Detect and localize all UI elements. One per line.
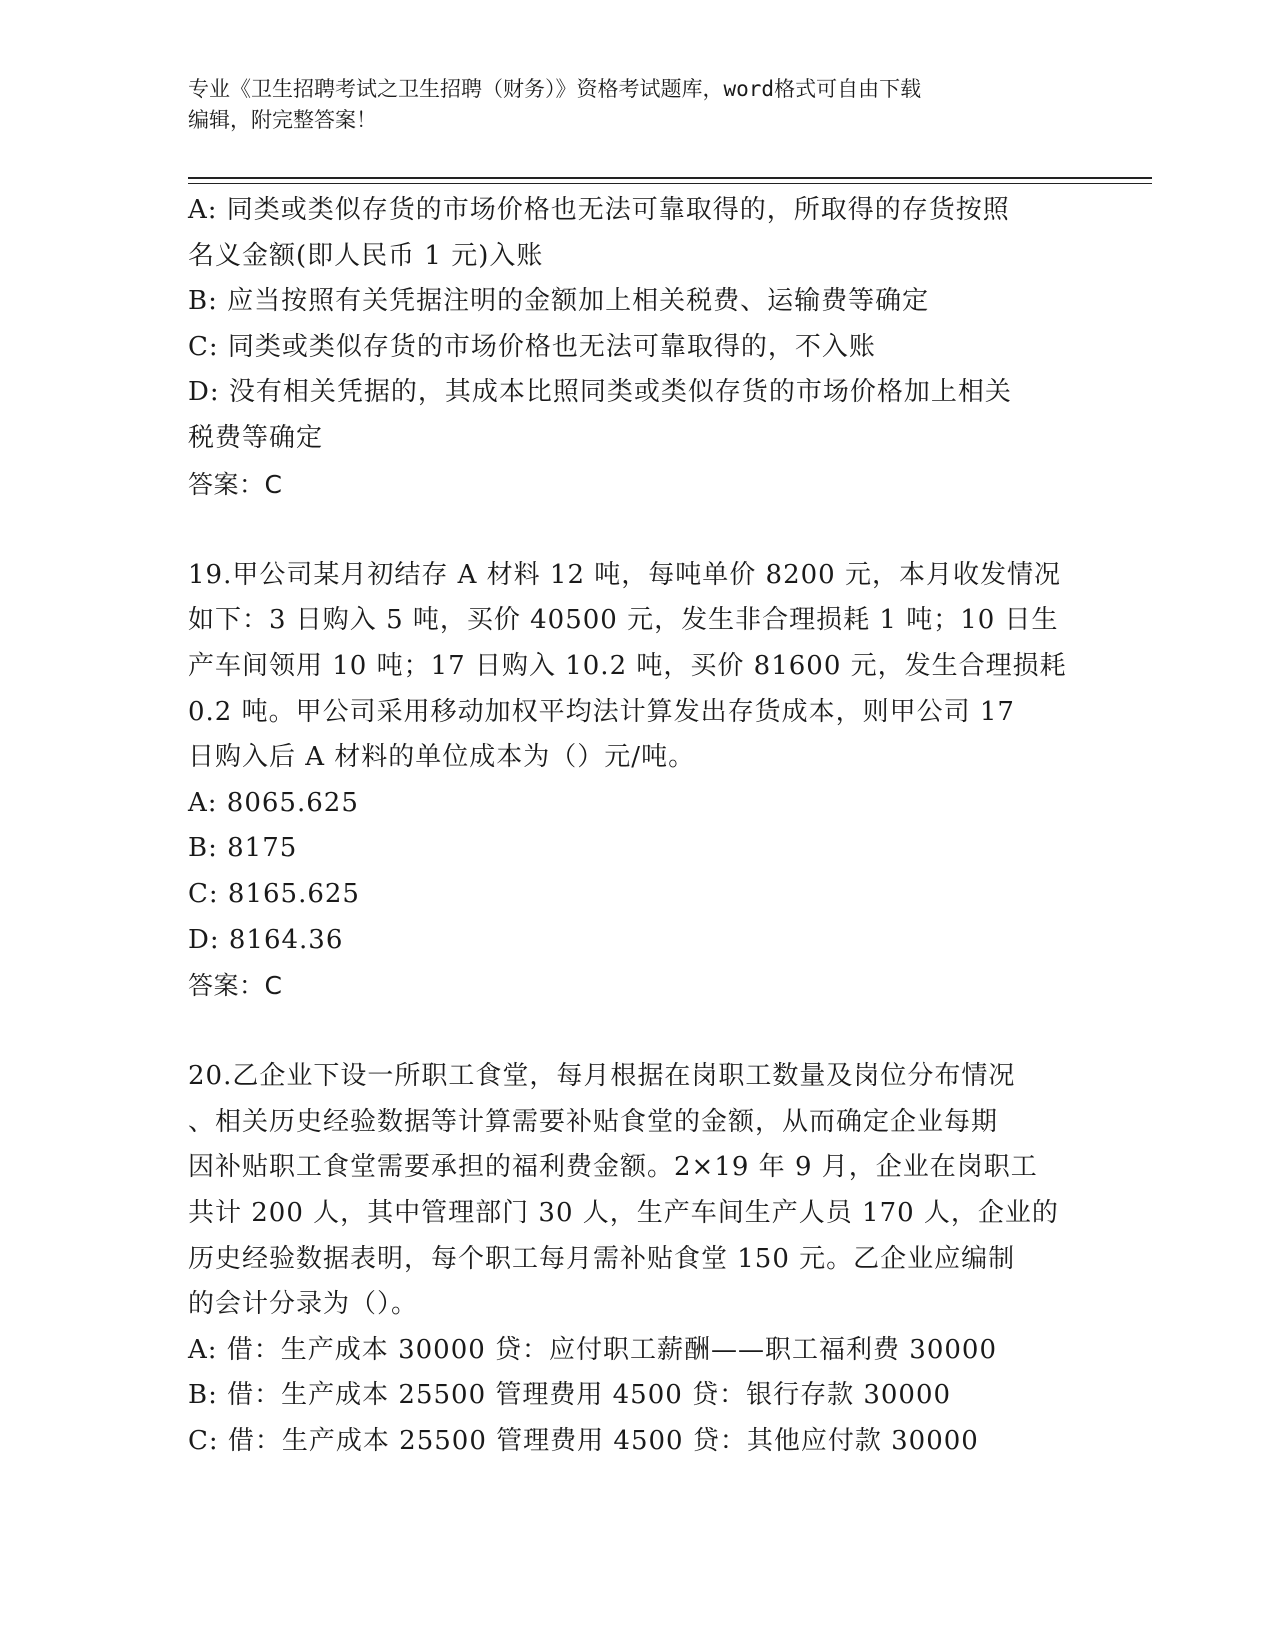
q19-option-d: D: 8164.36	[188, 924, 344, 955]
question-20	[188, 1054, 1088, 1464]
q18-option-b: B: 应当按照有关凭据注明的金额加上相关税费、运输费等确定	[188, 286, 930, 317]
q20-stem-line-6: 的会计分录为（）。	[188, 1289, 419, 1320]
q19-option-b: B: 8175	[188, 833, 298, 864]
q19-stem-line-5: 日购入后 A 材料的单位成本为（）元/吨。	[188, 742, 696, 773]
question-18	[188, 188, 1088, 507]
q20-option-c: C: 借：生产成本 25500 管理费用 4500 贷：其他应付款 30000	[188, 1426, 979, 1457]
q20-stem-line-5: 历史经验数据表明，每个职工每月需补贴食堂 150 元。乙企业应编制	[188, 1243, 1016, 1274]
q18-option-c: C: 同类或类似存货的市场价格也无法可靠取得的，不入账	[188, 331, 876, 362]
header-note	[188, 74, 1088, 136]
q20-stem-line-1: 20.乙企业下设一所职工食堂，每月根据在岗职工数量及岗位分布情况	[188, 1061, 1016, 1092]
q20-option-b: B: 借：生产成本 25500 管理费用 4500 贷：银行存款 30000	[188, 1380, 952, 1411]
q19-option-c: C: 8165.625	[188, 878, 360, 909]
q20-stem-line-4: 共计 200 人，其中管理部门 30 人，生产车间生产人员 170 人，企业的	[188, 1198, 1059, 1229]
q18-option-d-line-1: D: 没有相关凭据的，其成本比照同类或类似存货的市场价格加上相关	[188, 377, 1012, 408]
q19-answer: 答案：C	[188, 971, 283, 1001]
q20-stem-line-3: 因补贴职工食堂需要承担的福利费金额。2×19 年 9 月，企业在岗职工	[188, 1152, 1038, 1183]
header-line-1: 专业《卫生招聘考试之卫生招聘（财务）》资格考试题库，word格式可自由下载	[188, 77, 922, 101]
q18-answer: 答案：C	[188, 469, 283, 499]
q19-stem-line-4: 0.2 吨。甲公司采用移动加权平均法计算发出存货成本，则甲公司 17	[188, 696, 1015, 727]
header-divider-thin	[188, 183, 1152, 184]
q18-option-a-line-2: 名义金额(即人民币 1 元)入账	[188, 240, 544, 271]
q19-stem-line-1: 19.甲公司某月初结存 A 材料 12 吨，每吨单价 8200 元，本月收发情况	[188, 559, 1061, 590]
document-body	[188, 188, 1088, 1465]
q20-stem-line-2: 、相关历史经验数据等计算需要补贴食堂的金额，从而确定企业每期	[188, 1106, 999, 1137]
spacer	[188, 507, 1088, 553]
q18-option-a-line-1: A: 同类或类似存货的市场价格也无法可靠取得的，所取得的存货按照	[188, 195, 1010, 225]
spacer	[188, 1009, 1088, 1055]
q20-option-a: A: 借：生产成本 30000 贷：应付职工薪酬——职工福利费 30000	[188, 1334, 998, 1365]
header-divider-thick	[188, 177, 1152, 179]
q19-option-a: A: 8065.625	[188, 787, 359, 818]
q19-stem-line-2: 如下：3 日购入 5 吨，买价 40500 元，发生非合理损耗 1 吨；10 日生	[188, 605, 1059, 636]
question-19	[188, 553, 1088, 1009]
header-line-2: 编辑，附完整答案！	[188, 108, 377, 132]
q19-stem-line-3: 产车间领用 10 吨；17 日购入 10.2 吨，买价 81600 元，发生合理损耗	[188, 650, 1067, 681]
q18-option-d-line-2: 税费等确定	[188, 422, 324, 453]
